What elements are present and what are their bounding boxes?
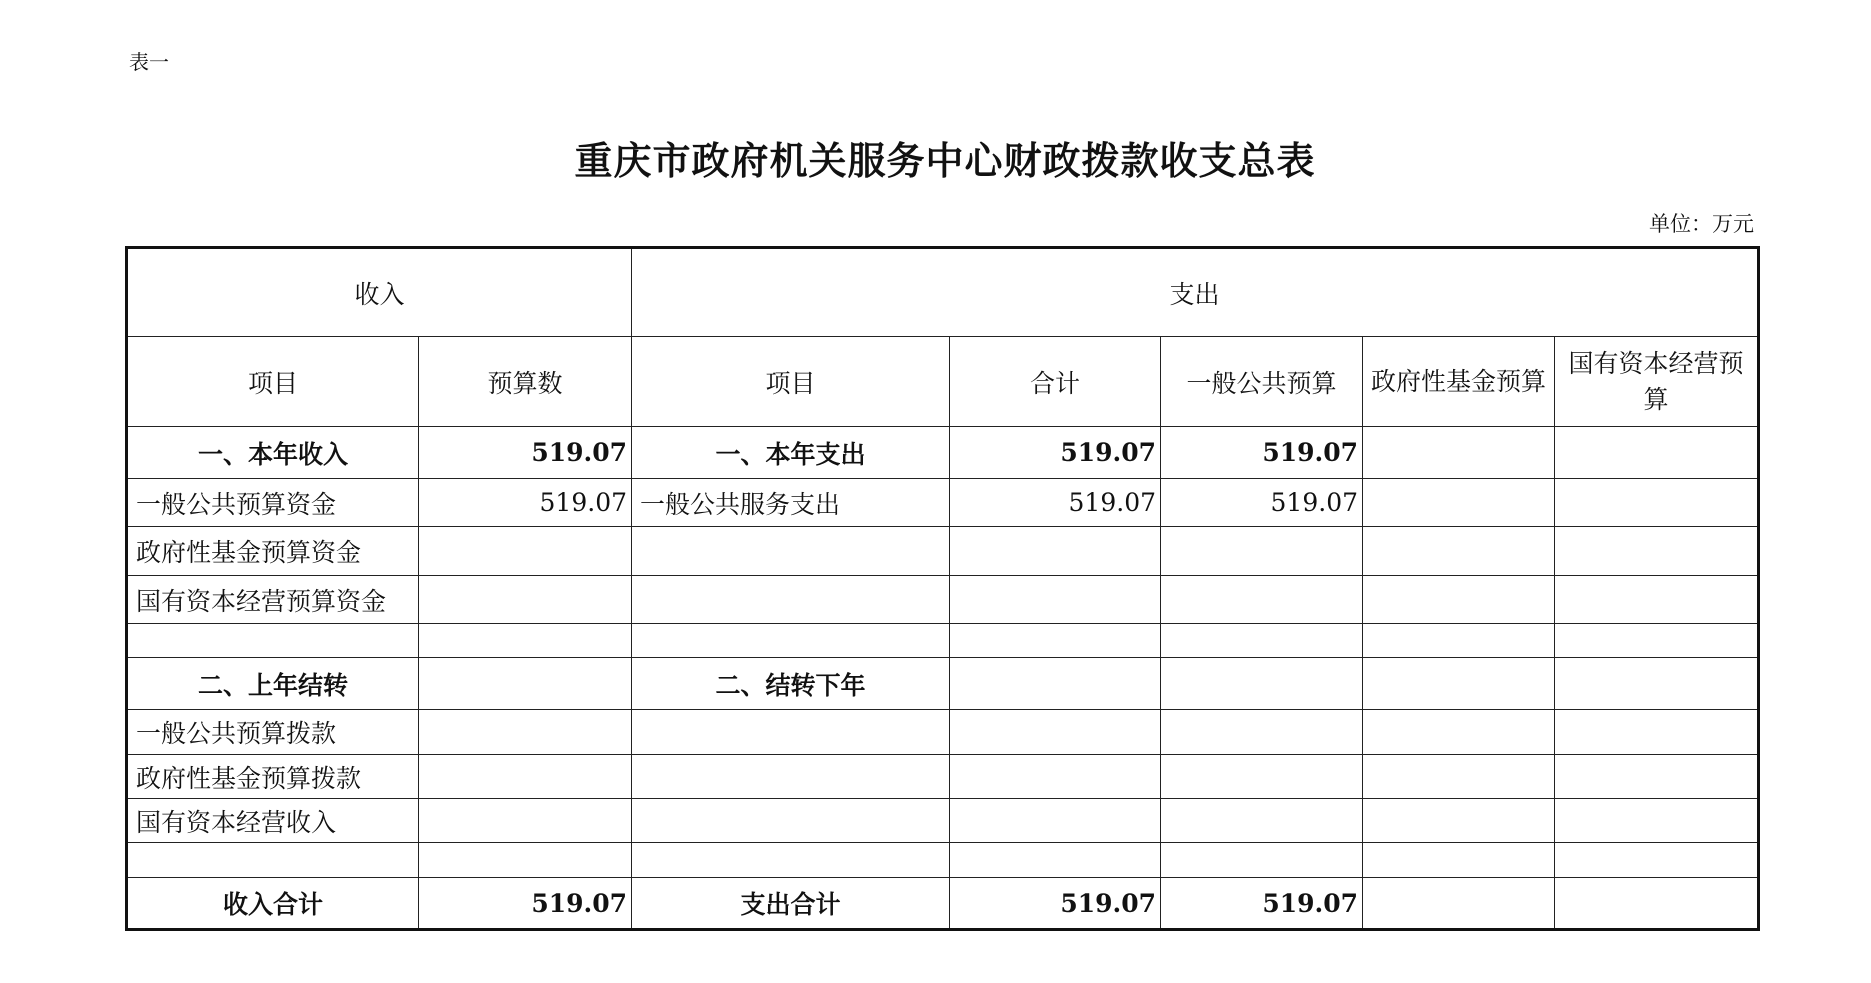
col-header-gov-fund: 政府性基金预算 bbox=[1363, 337, 1555, 427]
gov-fund-cell bbox=[1363, 527, 1555, 576]
general-budget-cell bbox=[1161, 624, 1363, 658]
income-budget-cell: 519.07 bbox=[419, 427, 632, 479]
table-row bbox=[127, 658, 1759, 710]
total-cell bbox=[950, 658, 1161, 710]
table-row bbox=[127, 624, 1759, 658]
general-budget-cell: 519.07 bbox=[1161, 427, 1363, 479]
income-item-cell: 国有资本经营预算资金 bbox=[127, 576, 419, 624]
table-row bbox=[127, 527, 1759, 576]
total-cell bbox=[950, 799, 1161, 843]
total-cell bbox=[950, 755, 1161, 799]
header-expenditure: 支出 bbox=[632, 248, 1759, 337]
table-row bbox=[127, 479, 1759, 527]
income-item-cell: 政府性基金预算拨款 bbox=[127, 755, 419, 799]
expenditure-item-cell bbox=[632, 624, 950, 658]
income-item-cell: 二、上年结转 bbox=[127, 658, 419, 710]
table-label: 表一 bbox=[129, 50, 169, 74]
income-item-cell: 国有资本经营收入 bbox=[127, 799, 419, 843]
col-header-total: 合计 bbox=[950, 337, 1161, 427]
gov-fund-cell bbox=[1363, 843, 1555, 878]
table-row bbox=[127, 799, 1759, 843]
income-item-cell: 一般公共预算资金 bbox=[127, 479, 419, 527]
general-budget-cell bbox=[1161, 710, 1363, 755]
income-budget-cell bbox=[419, 710, 632, 755]
total-cell: 519.07 bbox=[950, 427, 1161, 479]
income-budget-cell: 519.07 bbox=[419, 479, 632, 527]
income-budget-cell bbox=[419, 755, 632, 799]
total-cell: 519.07 bbox=[950, 878, 1161, 930]
income-item-cell: 政府性基金预算资金 bbox=[127, 527, 419, 576]
general-budget-cell bbox=[1161, 843, 1363, 878]
general-budget-cell bbox=[1161, 799, 1363, 843]
table-row bbox=[127, 710, 1759, 755]
general-budget-cell bbox=[1161, 755, 1363, 799]
col-header-item: 项目 bbox=[127, 337, 419, 427]
unit-label: 单位：万元 bbox=[1649, 212, 1754, 236]
income-item-cell bbox=[127, 843, 419, 878]
total-cell: 519.07 bbox=[950, 479, 1161, 527]
general-budget-cell bbox=[1161, 527, 1363, 576]
budget-table bbox=[125, 246, 1760, 931]
col-header-budget: 预算数 bbox=[419, 337, 632, 427]
expenditure-item-cell: 二、结转下年 bbox=[632, 658, 950, 710]
state-capital-cell bbox=[1555, 479, 1759, 527]
gov-fund-cell bbox=[1363, 479, 1555, 527]
total-cell bbox=[950, 624, 1161, 658]
income-budget-cell bbox=[419, 799, 632, 843]
expenditure-item-cell bbox=[632, 755, 950, 799]
general-budget-cell: 519.07 bbox=[1161, 479, 1363, 527]
table-row bbox=[127, 576, 1759, 624]
state-capital-cell bbox=[1555, 755, 1759, 799]
col-header-state-capital: 国有资本经营预算 bbox=[1555, 337, 1759, 427]
expenditure-item-cell bbox=[632, 527, 950, 576]
income-item-cell bbox=[127, 624, 419, 658]
income-item-cell: 收入合计 bbox=[127, 878, 419, 930]
table-row bbox=[127, 843, 1759, 878]
income-item-cell: 一般公共预算拨款 bbox=[127, 710, 419, 755]
expenditure-item-cell: 一、本年支出 bbox=[632, 427, 950, 479]
state-capital-cell bbox=[1555, 878, 1759, 930]
gov-fund-cell bbox=[1363, 799, 1555, 843]
expenditure-item-cell bbox=[632, 576, 950, 624]
expenditure-item-cell: 一般公共服务支出 bbox=[632, 479, 950, 527]
income-budget-cell bbox=[419, 843, 632, 878]
total-cell bbox=[950, 527, 1161, 576]
general-budget-cell bbox=[1161, 576, 1363, 624]
state-capital-cell bbox=[1555, 710, 1759, 755]
gov-fund-cell bbox=[1363, 658, 1555, 710]
table-row bbox=[127, 755, 1759, 799]
income-budget-cell bbox=[419, 624, 632, 658]
gov-fund-cell bbox=[1363, 427, 1555, 479]
state-capital-cell bbox=[1555, 843, 1759, 878]
gov-fund-cell bbox=[1363, 755, 1555, 799]
table-body bbox=[127, 427, 1759, 930]
income-item-cell: 一、本年收入 bbox=[127, 427, 419, 479]
expenditure-item-cell: 支出合计 bbox=[632, 878, 950, 930]
general-budget-cell bbox=[1161, 658, 1363, 710]
total-cell bbox=[950, 710, 1161, 755]
state-capital-cell bbox=[1555, 427, 1759, 479]
header-income: 收入 bbox=[127, 248, 632, 337]
state-capital-cell bbox=[1555, 624, 1759, 658]
table-row bbox=[127, 427, 1759, 479]
expenditure-item-cell bbox=[632, 710, 950, 755]
total-cell bbox=[950, 843, 1161, 878]
total-cell bbox=[950, 576, 1161, 624]
state-capital-cell bbox=[1555, 799, 1759, 843]
state-capital-cell bbox=[1555, 527, 1759, 576]
gov-fund-cell bbox=[1363, 878, 1555, 930]
income-budget-cell: 519.07 bbox=[419, 878, 632, 930]
gov-fund-cell bbox=[1363, 576, 1555, 624]
income-budget-cell bbox=[419, 527, 632, 576]
expenditure-item-cell bbox=[632, 799, 950, 843]
expenditure-item-cell bbox=[632, 843, 950, 878]
state-capital-cell bbox=[1555, 658, 1759, 710]
col-header-general: 一般公共预算 bbox=[1161, 337, 1363, 427]
gov-fund-cell bbox=[1363, 624, 1555, 658]
gov-fund-cell bbox=[1363, 710, 1555, 755]
col-header-exp-item: 项目 bbox=[632, 337, 950, 427]
income-budget-cell bbox=[419, 576, 632, 624]
income-budget-cell bbox=[419, 658, 632, 710]
page-title: 重庆市政府机关服务中心财政拨款收支总表 bbox=[574, 139, 1316, 183]
table-row bbox=[127, 878, 1759, 930]
state-capital-cell bbox=[1555, 576, 1759, 624]
general-budget-cell: 519.07 bbox=[1161, 878, 1363, 930]
